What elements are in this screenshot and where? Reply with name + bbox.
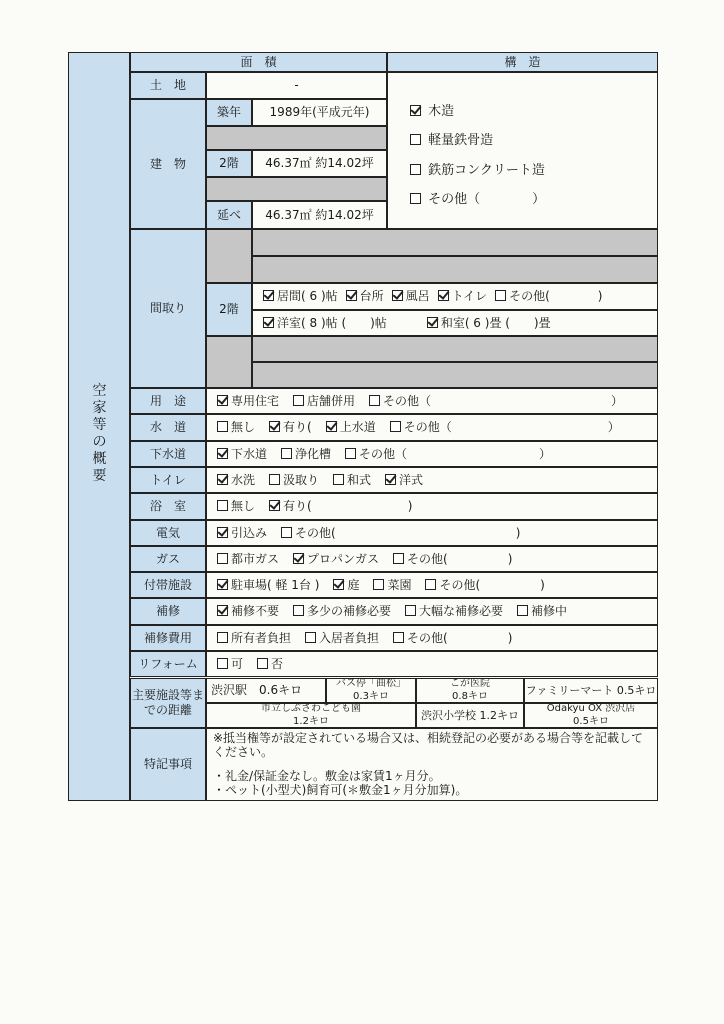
structure-option[interactable]: 鉄筋コンクリート造 <box>410 159 545 178</box>
checkbox-icon[interactable] <box>410 193 421 204</box>
checkbox-option[interactable]: その他( ) <box>425 578 544 593</box>
area-header: 面 積 <box>130 52 387 72</box>
checkbox-option[interactable]: 入居者負担 <box>305 631 379 646</box>
checkbox-option[interactable]: 専用住宅 <box>217 394 279 409</box>
layout-line2: 洋室( 8 )帖 ( )帖 和室( 6 )畳 ( )畳 <box>252 310 658 336</box>
checkbox-icon[interactable] <box>217 553 228 564</box>
checkbox-option[interactable]: 洋式 <box>385 473 423 488</box>
row-label: 補修 <box>130 598 206 625</box>
facility-item: 渋沢駅 0.6キロ <box>206 678 326 703</box>
row-label: ガス <box>130 546 206 572</box>
checkbox-icon[interactable] <box>425 579 436 590</box>
checkbox-icon[interactable] <box>517 605 528 616</box>
building-year-label: 築年 <box>206 99 252 126</box>
building-blank-row <box>206 177 387 201</box>
checkbox-option[interactable]: 店舗併用 <box>293 394 355 409</box>
checkbox-icon[interactable] <box>385 474 396 485</box>
building-total-value: 46.37㎡ 約14.02坪 <box>252 201 387 229</box>
checkbox-option[interactable]: 大幅な補修必要 <box>405 604 503 619</box>
structure-option[interactable]: その他（ ） <box>410 188 545 207</box>
checkbox-icon[interactable] <box>217 395 228 406</box>
structure-option[interactable]: 軽量鉄骨造 <box>410 129 493 148</box>
sidebar-title: 空家等の概要 <box>92 383 108 484</box>
checkbox-option[interactable]: 補修中 <box>517 604 567 619</box>
checkbox-option[interactable]: 引込み <box>217 526 267 541</box>
checkbox-icon[interactable] <box>333 579 344 590</box>
facility-item: バス停「曲松」 0.3キロ <box>326 678 416 703</box>
checkbox-option[interactable]: 否 <box>257 657 283 672</box>
facility-item: 市立しぶさわこども園 1.2キロ <box>206 703 416 728</box>
row-options <box>206 598 658 625</box>
checkbox-option[interactable]: プロパンガス <box>293 552 379 567</box>
checkbox-icon[interactable] <box>217 527 228 538</box>
building-total-label: 延べ <box>206 201 252 229</box>
checkbox-option[interactable]: 都市ガス <box>217 552 279 567</box>
checkbox-icon[interactable] <box>495 290 506 301</box>
checkbox-icon[interactable] <box>269 500 280 511</box>
facility-item: ファミリーマート 0.5キロ <box>524 678 658 703</box>
checkbox-option[interactable]: 菜園 <box>373 578 411 593</box>
checkbox-option[interactable]: 和式 <box>333 473 371 488</box>
checkbox-option[interactable]: 水洗 <box>217 473 255 488</box>
checkbox-icon[interactable] <box>217 579 228 590</box>
facilities-label: 主要施設等までの距離 <box>130 678 206 728</box>
layout-blank-row <box>252 229 658 256</box>
checkbox-icon[interactable] <box>217 632 228 643</box>
layout-blank-floor <box>206 229 252 283</box>
checkbox-option[interactable]: その他( ) <box>393 631 512 646</box>
land-label: 土 地 <box>130 72 206 99</box>
checkbox-icon[interactable] <box>333 474 344 485</box>
checkbox-option[interactable]: 駐車場( 軽 1台 ) <box>217 578 319 593</box>
checkbox-icon[interactable] <box>281 448 292 459</box>
building-label: 建 物 <box>130 99 206 229</box>
structure-header: 構 造 <box>387 52 658 72</box>
checkbox-icon[interactable] <box>217 658 228 669</box>
checkbox-icon[interactable] <box>345 448 356 459</box>
checkbox-option[interactable]: 有り( <box>269 420 312 435</box>
checkbox-icon[interactable] <box>269 474 280 485</box>
row-label: 下水道 <box>130 441 206 467</box>
checkbox-option[interactable]: 補修不要 <box>217 604 279 619</box>
checkbox-option[interactable]: 多少の補修必要 <box>293 604 391 619</box>
checkbox-option[interactable]: 無し <box>217 499 255 514</box>
checkbox-icon[interactable] <box>269 421 280 432</box>
checkbox-icon[interactable] <box>405 605 416 616</box>
checkbox-icon[interactable] <box>410 134 421 145</box>
building-year-value: 1989年(平成元年) <box>252 99 387 126</box>
building-blank-row <box>206 126 387 150</box>
checkbox-icon[interactable] <box>263 290 274 301</box>
checkbox-option[interactable]: 可 <box>217 657 243 672</box>
checkbox-icon[interactable] <box>393 553 404 564</box>
sidebar <box>68 52 130 801</box>
checkbox-icon[interactable] <box>217 421 228 432</box>
checkbox-option[interactable]: 庭 <box>333 578 359 593</box>
checkbox-icon[interactable] <box>293 605 304 616</box>
row-label: 水 道 <box>130 414 206 441</box>
checkbox-icon[interactable] <box>410 164 421 175</box>
land-value: - <box>206 72 387 99</box>
checkbox-icon[interactable] <box>263 317 274 328</box>
checkbox-icon[interactable] <box>281 527 292 538</box>
checkbox-option[interactable]: 所有者負担 <box>217 631 291 646</box>
structure-option[interactable]: 木造 <box>410 100 454 119</box>
row-options <box>206 388 658 414</box>
notes-item: ・ペット(小型犬)飼育可(＊敷金1ヶ月分加算)。 <box>213 783 468 797</box>
notes-label: 特記事項 <box>130 728 206 801</box>
checkbox-icon[interactable] <box>410 105 421 116</box>
checkbox-icon[interactable] <box>217 605 228 616</box>
layout-blank-row <box>252 336 658 362</box>
building-floor2-value: 46.37㎡ 約14.02坪 <box>252 150 387 177</box>
checkbox-icon[interactable] <box>217 500 228 511</box>
checkbox-option[interactable]: その他（ ） <box>369 394 623 409</box>
row-label: 用 途 <box>130 388 206 414</box>
checkbox-icon[interactable] <box>217 448 228 459</box>
row-label: トイレ <box>130 467 206 493</box>
checkbox-option[interactable]: その他（ ） <box>345 447 551 462</box>
row-options <box>206 467 658 493</box>
checkbox-option[interactable]: 浄化槽 <box>281 447 331 462</box>
checkbox-icon[interactable] <box>369 395 380 406</box>
checkbox-icon[interactable] <box>438 290 449 301</box>
checkbox-icon[interactable] <box>326 421 337 432</box>
row-label: 補修費用 <box>130 625 206 651</box>
checkbox-option[interactable]: その他( ) <box>281 526 520 541</box>
layout-blank-floor <box>206 336 252 388</box>
checkbox-option[interactable]: 有り( ) <box>269 499 412 514</box>
facility-item: 渋沢小学校 1.2キロ <box>416 703 524 728</box>
building-floor2-label: 2階 <box>206 150 252 177</box>
checkbox-option[interactable]: 上水道 <box>326 420 376 435</box>
row-label: 付帯施設 <box>130 572 206 598</box>
checkbox-option[interactable]: 下水道 <box>217 447 267 462</box>
row-options <box>206 546 658 572</box>
layout-label: 間取り <box>130 229 206 388</box>
facility-item: Odakyu OX 渋沢店 0.5キロ <box>524 703 658 728</box>
row-options <box>206 625 658 651</box>
facility-item: こが医院 0.8キロ <box>416 678 524 703</box>
layout-floor-label: 2階 <box>206 283 252 336</box>
checkbox-option[interactable]: その他( ) <box>393 552 512 567</box>
checkbox-icon[interactable] <box>390 421 401 432</box>
row-options <box>206 441 658 467</box>
notes-instruction: ※抵当権等が設定されている場合又は、相続登記の必要がある場合等を記載してください。 <box>213 731 644 759</box>
checkbox-icon[interactable] <box>346 290 357 301</box>
checkbox-icon[interactable] <box>293 395 304 406</box>
checkbox-icon[interactable] <box>217 474 228 485</box>
layout-blank-row <box>252 362 658 388</box>
row-options <box>206 572 658 598</box>
layout-line1: 居間( 6 )帖 台所 風呂 トイレ その他( ) <box>252 283 658 310</box>
checkbox-option[interactable]: 汲取り <box>269 473 319 488</box>
row-options <box>206 414 658 441</box>
row-label: 浴 室 <box>130 493 206 520</box>
notes-body <box>206 728 658 801</box>
checkbox-icon[interactable] <box>392 290 403 301</box>
layout-blank-row <box>252 256 658 283</box>
checkbox-icon[interactable] <box>257 658 268 669</box>
checkbox-icon[interactable] <box>393 632 404 643</box>
checkbox-icon[interactable] <box>427 317 438 328</box>
row-label: 電気 <box>130 520 206 546</box>
checkbox-icon[interactable] <box>293 553 304 564</box>
row-label: リフォーム <box>130 651 206 677</box>
notes-item: ・礼金/保証金なし。敷金は家賃1ヶ月分。 <box>213 769 441 783</box>
checkbox-icon[interactable] <box>305 632 316 643</box>
row-options <box>206 493 658 520</box>
row-options <box>206 651 658 677</box>
checkbox-option[interactable]: その他（ ） <box>390 420 620 435</box>
row-options <box>206 520 658 546</box>
checkbox-option[interactable]: 無し <box>217 420 255 435</box>
checkbox-icon[interactable] <box>373 579 384 590</box>
